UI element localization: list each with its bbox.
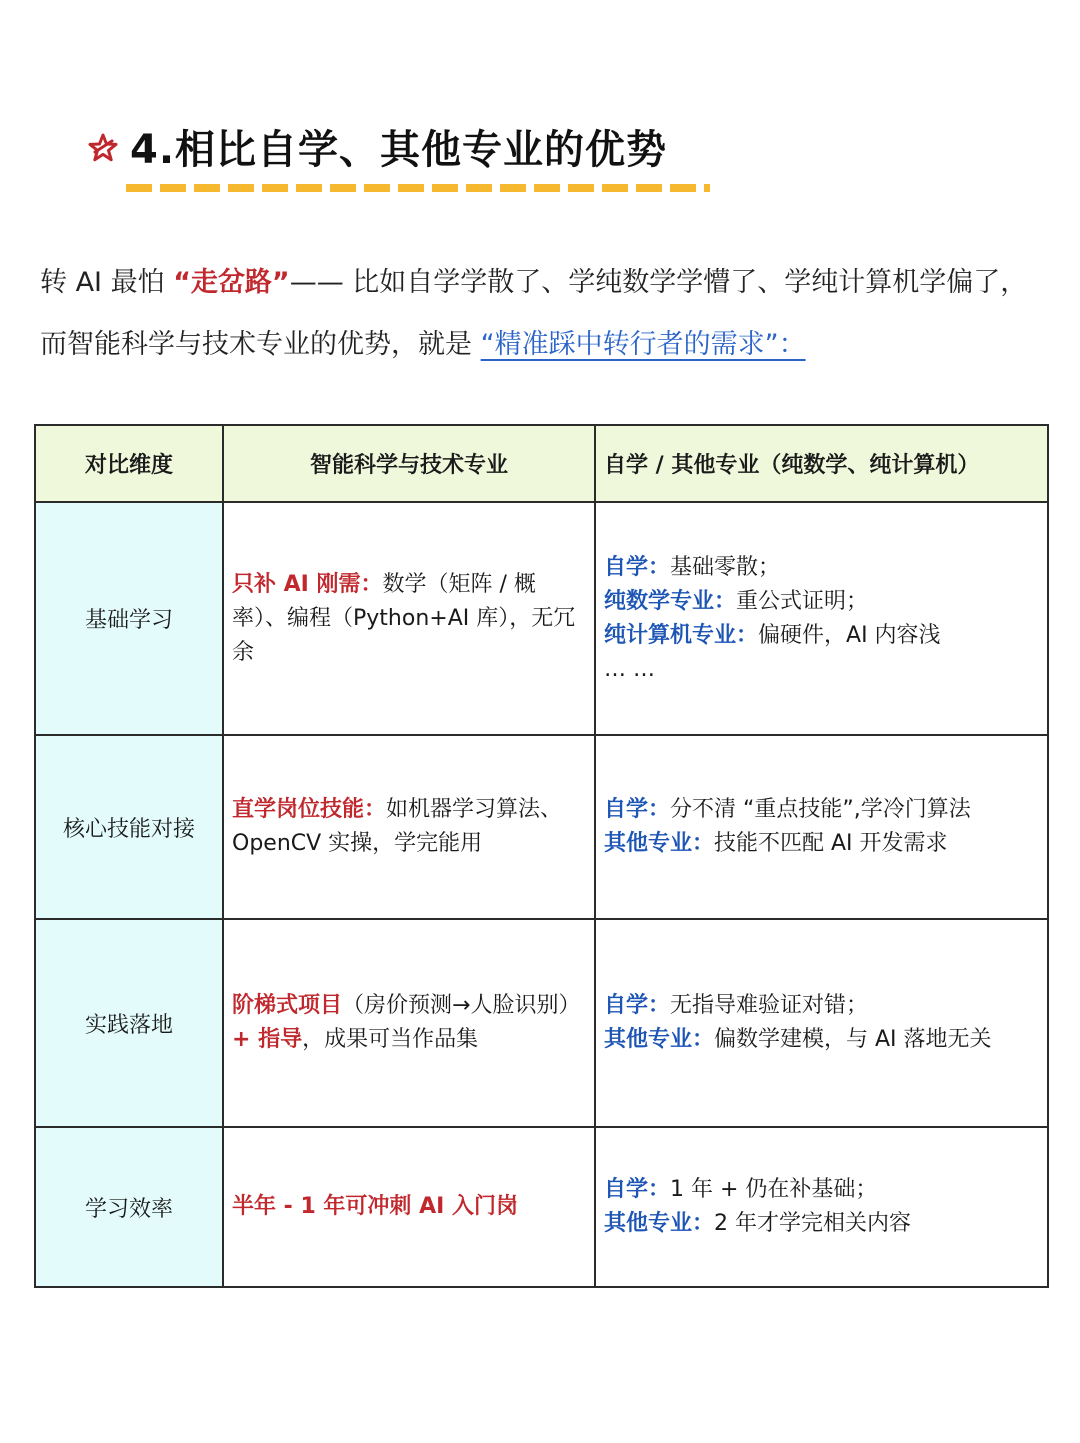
row-major-cell <box>223 735 595 919</box>
header-major: 智能科学与技术专业 <box>223 425 595 502</box>
others-label: 自学： <box>604 993 671 1018</box>
row-others-cell <box>595 735 1048 919</box>
others-line <box>604 585 1039 619</box>
others-text: 重公式证明； <box>736 588 869 614</box>
title-underline <box>126 184 710 192</box>
others-line <box>604 1023 1039 1057</box>
major-text: （房价预测→人脸识别） <box>342 993 581 1018</box>
others-line <box>604 653 1039 687</box>
table-row <box>35 919 1048 1127</box>
others-text: 无指导难验证对错； <box>670 993 869 1018</box>
others-text: 偏数学建模，与 AI 落地无关 <box>714 1027 992 1052</box>
others-line <box>604 793 1039 827</box>
header-dimension: 对比维度 <box>35 425 223 502</box>
major-label: 直学岗位技能： <box>232 797 387 822</box>
row-others-cell <box>595 919 1048 1127</box>
table-row <box>35 735 1048 919</box>
row-dimension: 实践落地 <box>35 919 223 1127</box>
others-ellipsis: … … <box>604 656 655 682</box>
row-dimension: 基础学习 <box>35 502 223 735</box>
row-major-cell <box>223 502 595 735</box>
others-text: 技能不匹配 AI 开发需求 <box>714 831 948 856</box>
intro-paragraph <box>40 252 1050 376</box>
row-dimension: 核心技能对接 <box>35 735 223 919</box>
major-text-2: ，成果可当作品集 <box>302 1027 479 1052</box>
others-text: 2 年才学完相关内容 <box>714 1211 912 1236</box>
comparison-table <box>34 424 1049 1288</box>
section-header <box>88 118 667 175</box>
others-label: 自学： <box>604 797 671 822</box>
others-text: 基础零散； <box>670 554 781 580</box>
others-line <box>604 1207 1039 1241</box>
others-label: 自学： <box>604 1177 671 1202</box>
others-label: 其他专业： <box>604 1211 715 1236</box>
header-others: 自学 / 其他专业（纯数学、纯计算机） <box>595 425 1048 502</box>
red-star-icon <box>88 132 118 162</box>
others-label: 其他专业： <box>604 831 715 856</box>
major-label-2: + 指导 <box>232 1027 303 1052</box>
others-line <box>604 619 1039 653</box>
major-text: 数学（矩阵 / 概率）、编程（Python+AI 库），无冗余 <box>232 571 576 665</box>
row-dimension: 学习效率 <box>35 1127 223 1287</box>
row-major-cell <box>223 1127 595 1287</box>
intro-highlight: “走岔路” <box>173 267 290 298</box>
major-text: 如机器学习算法、OpenCV 实操，学完能用 <box>232 797 563 856</box>
table-row <box>35 502 1048 735</box>
row-major-cell <box>223 919 595 1127</box>
others-label: 纯计算机专业： <box>604 622 759 648</box>
others-text: 1 年 + 仍在补基础； <box>670 1177 878 1202</box>
others-line <box>604 827 1039 861</box>
table-row <box>35 1127 1048 1287</box>
major-label: 只补 AI 刚需： <box>232 571 383 597</box>
major-label: 半年 - 1 年可冲刺 AI 入门岗 <box>232 1194 518 1219</box>
others-label: 其他专业： <box>604 1027 715 1052</box>
intro-text-middle: —— 比如自学学散了、学纯数学学懵了、学纯计算机学偏了，而智能科学与技术专业的优势，就是 <box>40 267 1028 360</box>
page-title: 4.相比自学、其他专业的优势 <box>130 127 668 173</box>
table-header-row <box>35 425 1048 502</box>
row-others-cell <box>595 502 1048 735</box>
others-text: 分不清 “重点技能”,学冷门算法 <box>670 797 971 822</box>
others-label: 自学： <box>604 554 671 580</box>
others-text: 偏硬件，AI 内容浅 <box>758 622 941 648</box>
intro-link[interactable]: “精准踩中转行者的需求”： <box>480 329 806 360</box>
intro-text-start: 转 AI 最怕 <box>40 267 174 298</box>
others-line <box>604 989 1039 1023</box>
row-others-cell <box>595 1127 1048 1287</box>
others-label: 纯数学专业： <box>604 588 737 614</box>
major-label: 阶梯式项目 <box>232 993 343 1018</box>
others-line <box>604 551 1039 585</box>
others-line <box>604 1173 1039 1207</box>
